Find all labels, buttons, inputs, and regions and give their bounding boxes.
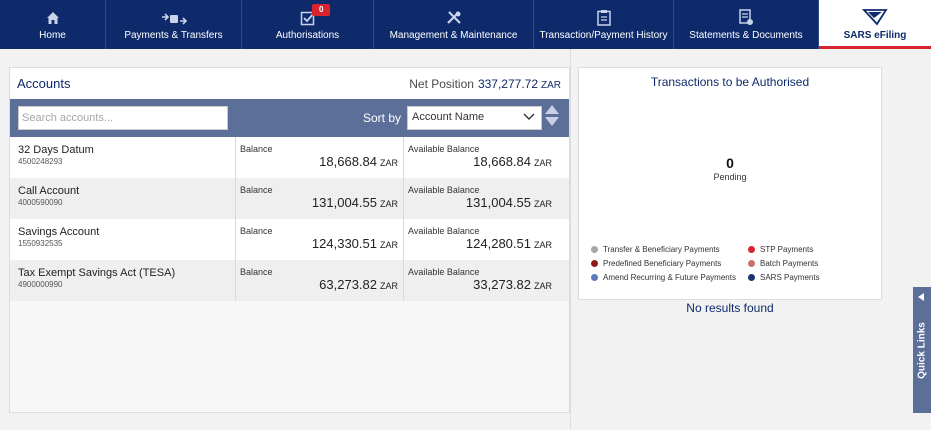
sort-direction-toggle[interactable]	[545, 105, 559, 126]
available-currency: ZAR	[534, 240, 552, 250]
account-number: 4000590090	[18, 198, 63, 207]
account-number: 1550932535	[18, 239, 63, 248]
sort-selected-value: Account Name	[412, 111, 485, 123]
account-row[interactable]	[10, 178, 569, 219]
sort-select[interactable]	[407, 106, 542, 130]
legend-dot	[591, 246, 598, 253]
nav-home[interactable]	[0, 0, 106, 49]
nav-payments-transfers[interactable]	[106, 0, 242, 49]
legend-item	[591, 273, 736, 282]
account-name: Tax Exempt Savings Act (TESA)	[18, 267, 176, 279]
available-balance-label: Available Balance	[408, 267, 480, 277]
net-position	[409, 77, 561, 91]
clipboard-icon	[597, 0, 611, 26]
balance-value	[312, 236, 398, 251]
sars-logo-icon	[860, 0, 890, 26]
tools-icon	[446, 0, 462, 26]
available-balance-label: Available Balance	[408, 185, 480, 195]
legend-item	[748, 273, 820, 282]
sort-ascending-icon	[545, 105, 559, 114]
nav-management-maintenance[interactable]	[374, 0, 534, 49]
panel-divider	[570, 49, 571, 430]
available-balance-value	[466, 236, 552, 251]
legend-label: Batch Payments	[760, 259, 819, 268]
available-balance-label: Available Balance	[408, 144, 480, 154]
available-balance-value	[466, 195, 552, 210]
legend-label: STP Payments	[760, 245, 814, 254]
nav-history-label: Transaction/Payment History	[539, 30, 668, 41]
top-navigation	[0, 0, 931, 49]
payments-icon	[160, 0, 188, 26]
balance-currency: ZAR	[380, 199, 398, 209]
accounts-toolbar	[10, 99, 569, 137]
available-balance-value	[473, 154, 552, 169]
no-results-message: No results found	[686, 301, 774, 315]
account-row[interactable]	[10, 260, 569, 301]
balance-currency: ZAR	[380, 240, 398, 250]
legend-item	[748, 245, 813, 254]
balance-amount: 18,668.84	[319, 154, 377, 169]
quick-links-label: Quick Links	[916, 322, 928, 379]
legend-label: Transfer & Beneficiary Payments	[603, 245, 720, 254]
sort-by-label: Sort by	[363, 111, 402, 125]
available-balance-label: Available Balance	[408, 226, 480, 236]
account-name: 32 Days Datum	[18, 144, 94, 156]
nav-payments-label: Payments & Transfers	[124, 30, 223, 41]
column-divider	[235, 260, 236, 301]
column-divider	[403, 219, 404, 260]
available-amount: 131,004.55	[465, 195, 531, 210]
transactions-panel	[578, 67, 882, 300]
column-divider	[235, 137, 236, 178]
home-icon	[45, 0, 61, 26]
account-row[interactable]	[10, 137, 569, 178]
balance-currency: ZAR	[380, 281, 398, 291]
available-currency: ZAR	[534, 281, 552, 291]
available-amount: 18,668.84	[473, 154, 531, 169]
legend-label: Amend Recurring & Future Payments	[603, 273, 736, 282]
nav-authorisations-label: Authorisations	[275, 30, 340, 41]
accounts-header	[10, 68, 569, 99]
balance-value	[319, 154, 398, 169]
net-position-value: 337,277.72	[477, 76, 538, 91]
balance-label: Balance	[240, 144, 273, 154]
transactions-title: Transactions to be Authorised	[650, 75, 810, 89]
legend-item	[591, 259, 721, 268]
nav-sars-efiling[interactable]	[819, 0, 931, 49]
balance-label: Balance	[240, 226, 273, 236]
net-position-label: Net Position	[409, 76, 474, 91]
legend-dot	[591, 274, 598, 281]
nav-statements-label: Statements & Documents	[689, 30, 803, 41]
account-row[interactable]	[10, 219, 569, 260]
column-divider	[403, 137, 404, 178]
account-number: 4500248293	[18, 157, 63, 166]
authorisations-count-badge: 0	[312, 4, 330, 16]
balance-amount: 131,004.55	[311, 195, 377, 210]
legend-dot	[748, 274, 755, 281]
nav-authorisations[interactable]	[242, 0, 374, 49]
legend-item	[591, 245, 720, 254]
account-name: Call Account	[18, 185, 80, 197]
account-number: 4900000990	[18, 280, 63, 289]
balance-amount: 63,273.82	[319, 277, 377, 292]
legend-label: SARS Payments	[760, 273, 820, 282]
net-position-currency: ZAR	[541, 79, 561, 91]
column-divider	[235, 178, 236, 219]
available-currency: ZAR	[534, 158, 552, 168]
balance-value	[312, 195, 398, 210]
pending-count: 0	[726, 155, 734, 171]
nav-statements-documents[interactable]	[674, 0, 819, 49]
nav-transaction-history[interactable]	[534, 0, 674, 49]
balance-value	[319, 277, 398, 292]
column-divider	[403, 178, 404, 219]
legend-item	[748, 259, 818, 268]
balance-label: Balance	[240, 185, 273, 195]
balance-amount: 124,330.51	[311, 236, 377, 251]
column-divider	[403, 260, 404, 301]
accounts-panel	[9, 67, 570, 413]
pending-label: Pending	[713, 172, 747, 182]
chevron-down-icon	[523, 112, 535, 124]
available-amount: 33,273.82	[473, 277, 531, 292]
chevron-left-icon	[918, 293, 924, 301]
nav-sars-label: SARS eFiling	[843, 30, 907, 41]
document-icon	[739, 0, 754, 26]
quick-links-tab[interactable]	[913, 287, 931, 413]
legend-dot	[748, 260, 755, 267]
legend-label: Predefined Beneficiary Payments	[603, 259, 722, 268]
column-divider	[235, 219, 236, 260]
available-balance-value	[473, 277, 552, 292]
accounts-title: Accounts	[17, 76, 71, 91]
balance-label: Balance	[240, 267, 273, 277]
balance-currency: ZAR	[380, 158, 398, 168]
sort-descending-icon	[545, 117, 559, 126]
nav-home-label: Home	[39, 30, 66, 41]
available-currency: ZAR	[534, 199, 552, 209]
legend-dot	[591, 260, 598, 267]
search-accounts-input[interactable]	[18, 106, 228, 130]
available-amount: 124,280.51	[465, 236, 531, 251]
account-name: Savings Account	[18, 226, 100, 238]
legend-dot	[748, 246, 755, 253]
nav-management-label: Management & Maintenance	[389, 30, 518, 41]
